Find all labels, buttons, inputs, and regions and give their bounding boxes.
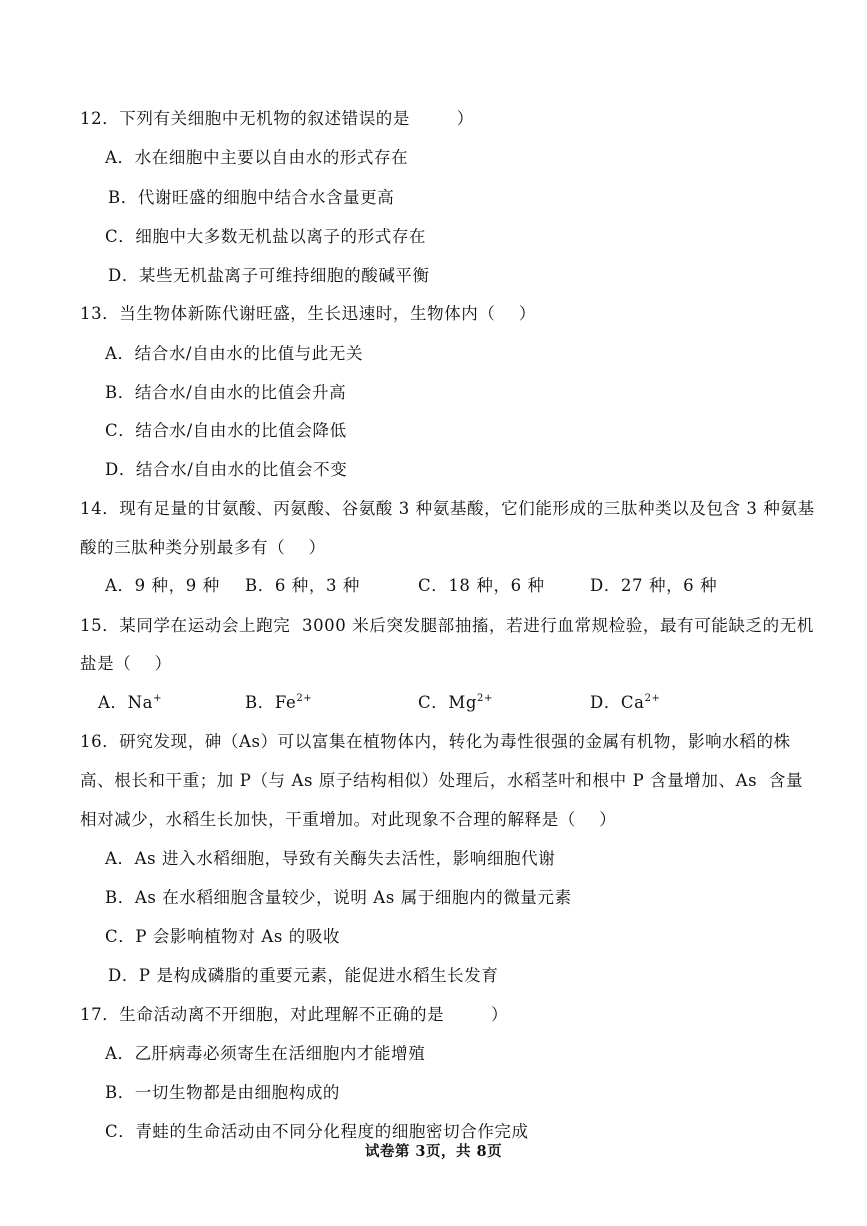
question-14-option-b: B．6 种，3 种 <box>245 576 361 595</box>
question-15-option-b-charge: 2+ <box>296 693 313 704</box>
question-15-stem-line-1: 15．某同学在运动会上跑完 3000 米后突发腿部抽搐，若进行血常规检验，最有可能缺乏的无机 <box>80 616 814 635</box>
question-17-option-a: A．乙肝病毒必须寄生在活细胞内才能增殖 <box>105 1044 426 1063</box>
question-14-stem-line-2: 酸的三肽种类分别最多有（ ） <box>80 538 326 557</box>
question-15-option-c-charge: 2+ <box>476 693 493 704</box>
question-15-option-d-label: D．Ca <box>590 693 645 712</box>
question-12-option-b: B．代谢旺盛的细胞中结合水含量更高 <box>108 188 395 207</box>
page-footer: 试卷第 3页，共 8页 <box>364 1143 503 1160</box>
question-16-option-b: B．As 在水稻细胞含量较少，说明 As 属于细胞内的微量元素 <box>105 888 572 907</box>
question-13-option-c: C．结合水/自由水的比值会降低 <box>105 421 347 440</box>
question-15-option-c <box>418 693 493 713</box>
question-15-option-b-label: B．Fe <box>245 693 297 712</box>
question-14-option-c: C．18 种，6 种 <box>418 576 545 595</box>
question-14-option-d: D．27 种，6 种 <box>590 576 718 595</box>
question-15-option-d <box>590 693 661 713</box>
question-16-stem-line-1: 16．研究发现，砷（As）可以富集在植物体内，转化为毒性很强的金属有机物，影响水稻的株 <box>80 732 791 751</box>
question-13-option-d: D．结合水/自由水的比值会不变 <box>105 460 348 479</box>
question-13-stem: 13．当生物体新陈代谢旺盛，生长迅速时，生物体内（ ） <box>80 304 536 323</box>
question-15-option-a-charge: + <box>153 693 163 704</box>
question-15-option-a-label: A．Na <box>98 693 154 712</box>
question-17-option-b: B．一切生物都是由细胞构成的 <box>105 1083 341 1102</box>
question-12-option-c: C．细胞中大多数无机盐以离子的形式存在 <box>105 227 427 246</box>
question-15-option-d-charge: 2+ <box>644 693 661 704</box>
question-16-option-d: D．P 是构成磷脂的重要元素，能促进水稻生长发育 <box>108 966 499 985</box>
question-13-option-a: A．结合水/自由水的比值与此无关 <box>105 344 364 363</box>
question-14-option-a: A．9 种，9 种 <box>105 576 220 595</box>
question-15-option-c-label: C．Mg <box>418 693 477 712</box>
question-17-option-c: C．青蛙的生命活动由不同分化程度的细胞密切合作完成 <box>105 1122 529 1141</box>
question-16-stem-line-3: 相对减少，水稻生长加快，干重增加。对此现象不合理的解释是（ ） <box>80 810 617 829</box>
question-16-option-c: C．P 会影响植物对 As 的吸收 <box>105 927 341 946</box>
question-12-option-a: A．水在细胞中主要以自由水的形式存在 <box>105 148 409 167</box>
question-12-stem: 12．下列有关细胞中无机物的叙述错误的是 ） <box>80 109 474 128</box>
question-15-stem-line-2: 盐是（ ） <box>80 654 172 673</box>
question-16-option-a: A．As 进入水稻细胞，导致有关酶失去活性，影响细胞代谢 <box>105 849 556 868</box>
question-12-option-d: D．某些无机盐离子可维持细胞的酸碱平衡 <box>108 266 430 285</box>
question-15-option-b <box>245 693 312 713</box>
question-15-option-a <box>98 693 162 713</box>
question-16-stem-line-2: 高、根长和干重；加 P（与 As 原子结构相似）处理后，水稻茎叶和根中 P 含量增加、As 含量 <box>80 771 804 790</box>
question-13-option-b: B．结合水/自由水的比值会升高 <box>105 383 347 402</box>
question-14-stem-line-1: 14．现有足量的甘氨酸、丙氨酸、谷氨酸 3 种氨基酸，它们能形成的三肽种类以及包含 3 种氨基 <box>80 499 815 518</box>
question-17-stem: 17．生命活动离不开细胞，对此理解不正确的是 ） <box>80 1005 509 1024</box>
